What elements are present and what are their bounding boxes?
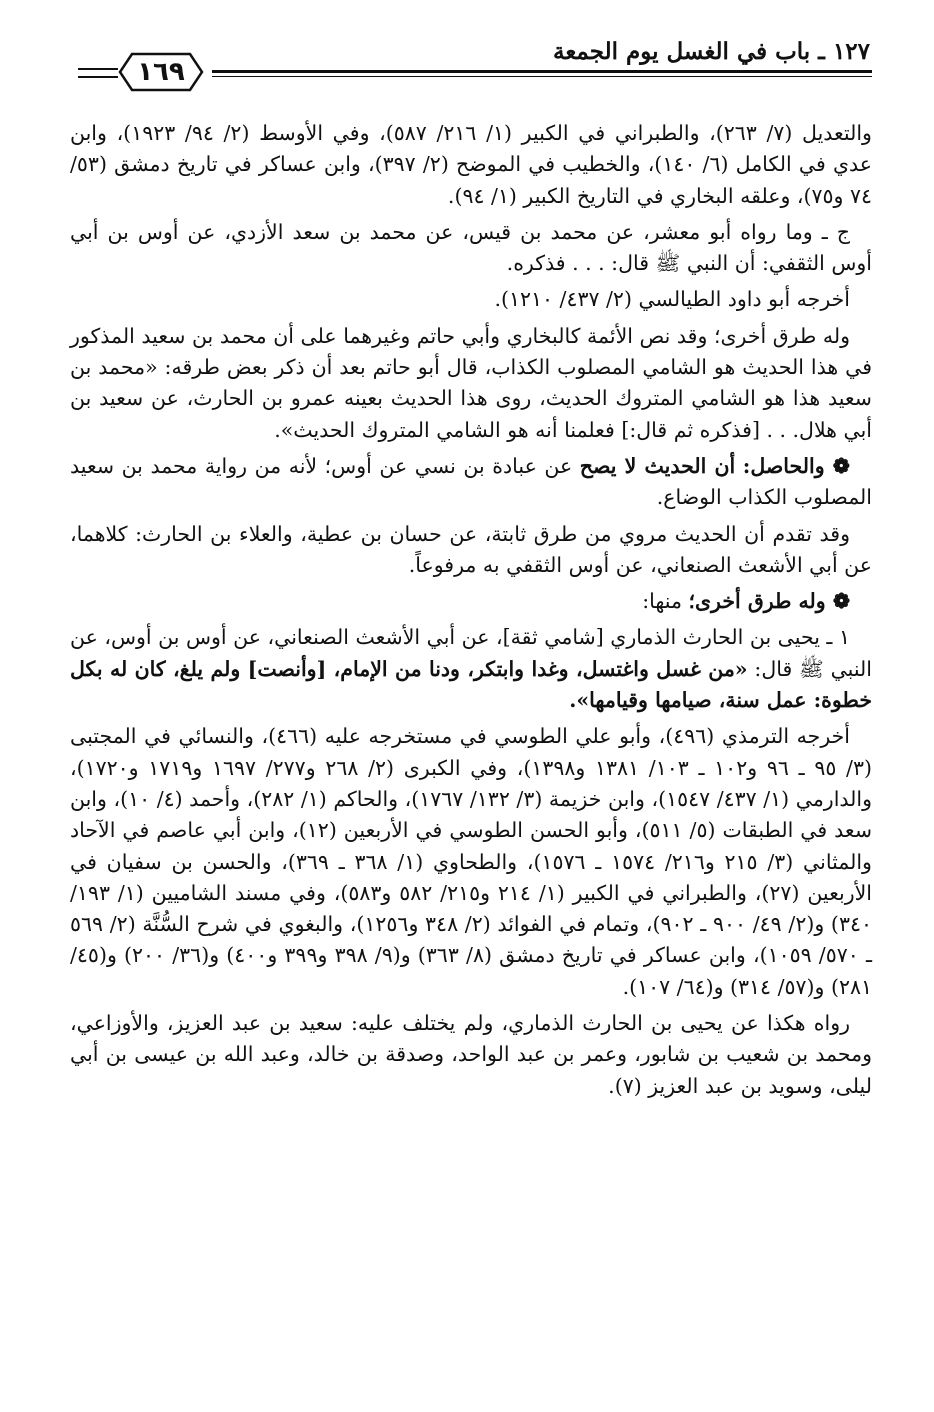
page-number: ١٦٩ (137, 57, 185, 87)
chapter-title: ١٢٧ ـ باب في الغسل يوم الجمعة (553, 38, 870, 65)
route-1-chain: ١ ـ يحيى بن الحارث الذماري [شامي ثقة]، عن أبي الأشعث الصنعاني، عن أوس بن أوس، عن النبي ﷺ قال: (70, 625, 872, 681)
more-routes-rest: منها: (642, 589, 682, 614)
page-number-dash (78, 68, 118, 70)
paragraph-takhrij: أخرجه الترمذي (٤٩٦)، وأبو علي الطوسي في مستخرجه عليه (٤٦٦)، والنسائي في المجتبى (٣/ ٩٥ ـ ٩٦ و١٠٢ ـ ١٠٣/ ١٣٨١ و١٣٩٨)، وفي الكبرى (٢/ ٢٦٨ و٢٧٧/ ١٦٩٧ و١٧١٩ و١٧٢٠)، والدارمي (١/ ٤٣٧/ ١٥٤٧)، وابن خزيمة (٣/ ١٣٢/ ١٧٦٧)، والحاكم (١/ ٢٨٢)، وأحمد (٤/ ١٠)، وابن سعد في الطبقات (٥/ ٥١١)، وأبو الحسن الطوسي في الأربعين (١٢)، وابن أبي عاصم في الآحاد والمثاني (٣/ ٢١٥ و٢١٦/ ١٥٧٤ ـ ١٥٧٦)، والطحاوي (١/ ٣٦٨ ـ ٣٦٩)، والحسن بن سفيان في الأربعين (٢٧)، والطبراني في الكبير (١/ ٢١٤ و٢١٥/ ٥٨٢ و٥٨٣)، وفي مسند الشاميين (١/ ١٩٣/ ٣٤٠) و(٢/ ٤٩/ ٩٠٠ ـ ٩٠٢)، وتمام في الفوائد (٢/ ٣٤٨ و١٢٥٦)، والبغوي في شرح السُّنَّة (٢/ ٥٦٩ ـ ٥٧٠/ ١٠٥٩)، وابن عساكر في تاريخ دمشق (٨/ ٣٦٣) و(٩/ ٣٩٨ و٣٩٩ و٤٠٠) و(٣٦/ ٢٠٠) و(٤٥/ ٢٨١) و(٥٧/ ٣١٤) و(٦٤/ ١٠٧). (70, 724, 872, 999)
more-routes-lead: ❁ وله طرق أخرى؛ (688, 589, 850, 614)
paragraph-citations-1: والتعديل (٧/ ٢٦٣)، والطبراني في الكبير (١/ ٢١٦/ ٥٨٧)، وفي الأوسط (٢/ ٩٤/ ١٩٢٣)، وابن عدي في الكامل (٦/ ١٤٠)، والخطيب في الموضح (٢/ ٣٩٧)، وابن عساكر في تاريخ دمشق (٥٣/ ٧٤ و٧٥)، وعلقه البخاري في التاريخ الكبير (١/ ٩٤). (70, 121, 872, 208)
paragraph-other-routes: وله طرق أخرى؛ وقد نص الأئمة كالبخاري وأبي حاتم وغيرهما على أن محمد بن سعيد المذكور في هذا الحديث هو الشامي المصلوب الكذاب، قال أبو حاتم بعد أن ذكر بعض طرقه: «محمد بن سعيد هذا هو الشامي المتروك الحديث، روى هذا الحديث بعينه عمرو بن الحارث، عن سعيد بن أبي هلال. . . [فذكره ثم قال:] فعلمنا أنه هو الشامي المتروك الحديث». (70, 323, 872, 442)
conclusion-rest: عن عبادة بن نسي عن أوس؛ لأنه من رواية محمد بن سعيد المصلوب الكذاب الوضاع. (70, 453, 872, 510)
header-rule (212, 70, 872, 73)
page-body (70, 118, 872, 1107)
paragraph-tayalisi: أخرجه أبو داود الطيالسي (٢/ ٤٣٧/ ١٢١٠). (494, 287, 850, 312)
paragraph-more-routes (70, 586, 872, 617)
paragraph-route-1 (70, 622, 872, 716)
conclusion-lead: ❁ والحاصل: (742, 453, 850, 478)
paragraph-narration-c: ج ـ وما رواه أبو معشر، عن محمد بن قيس، عن محمد بن سعد الأزدي، عن أوس بن أبي أوس الثقفي: أن النبي ﷺ قال: . . . فذكره. (70, 219, 872, 276)
paragraph-conclusion (70, 451, 872, 514)
header-rule-thin (212, 76, 872, 77)
page-number-dash (78, 76, 118, 78)
page-number-badge (118, 52, 204, 92)
paragraph-narrators: رواه هكذا عن يحيى بن الحارث الذماري، ولم يختلف عليه: سعيد بن عبد العزيز، والأوزاعي، ومحمد بن شعيب بن شابور، وعمر بن عبد الواحد، وصدقة بن خالد، وعبد الله بن عيسى بن أبي ليلى، وسويد بن عبد العزيز (٧). (70, 1011, 872, 1098)
paragraph-sound-routes: وقد تقدم أن الحديث مروي من طرق ثابتة، عن حسان بن عطية، والعلاء بن الحارث: كلاهما، عن أبي الأشعث الصنعاني، عن أوس الثقفي به مرفوعاً. (70, 521, 872, 577)
route-1-hadith-text: «من غسل واغتسل، وغدا وابتكر، ودنا من الإمام، [وأنصت] ولم يلغ، كان له بكل خطوة: عمل سنة، صيامها وقيامها». (70, 656, 872, 713)
conclusion-verdict: أن الحديث لا يصح (579, 453, 736, 478)
